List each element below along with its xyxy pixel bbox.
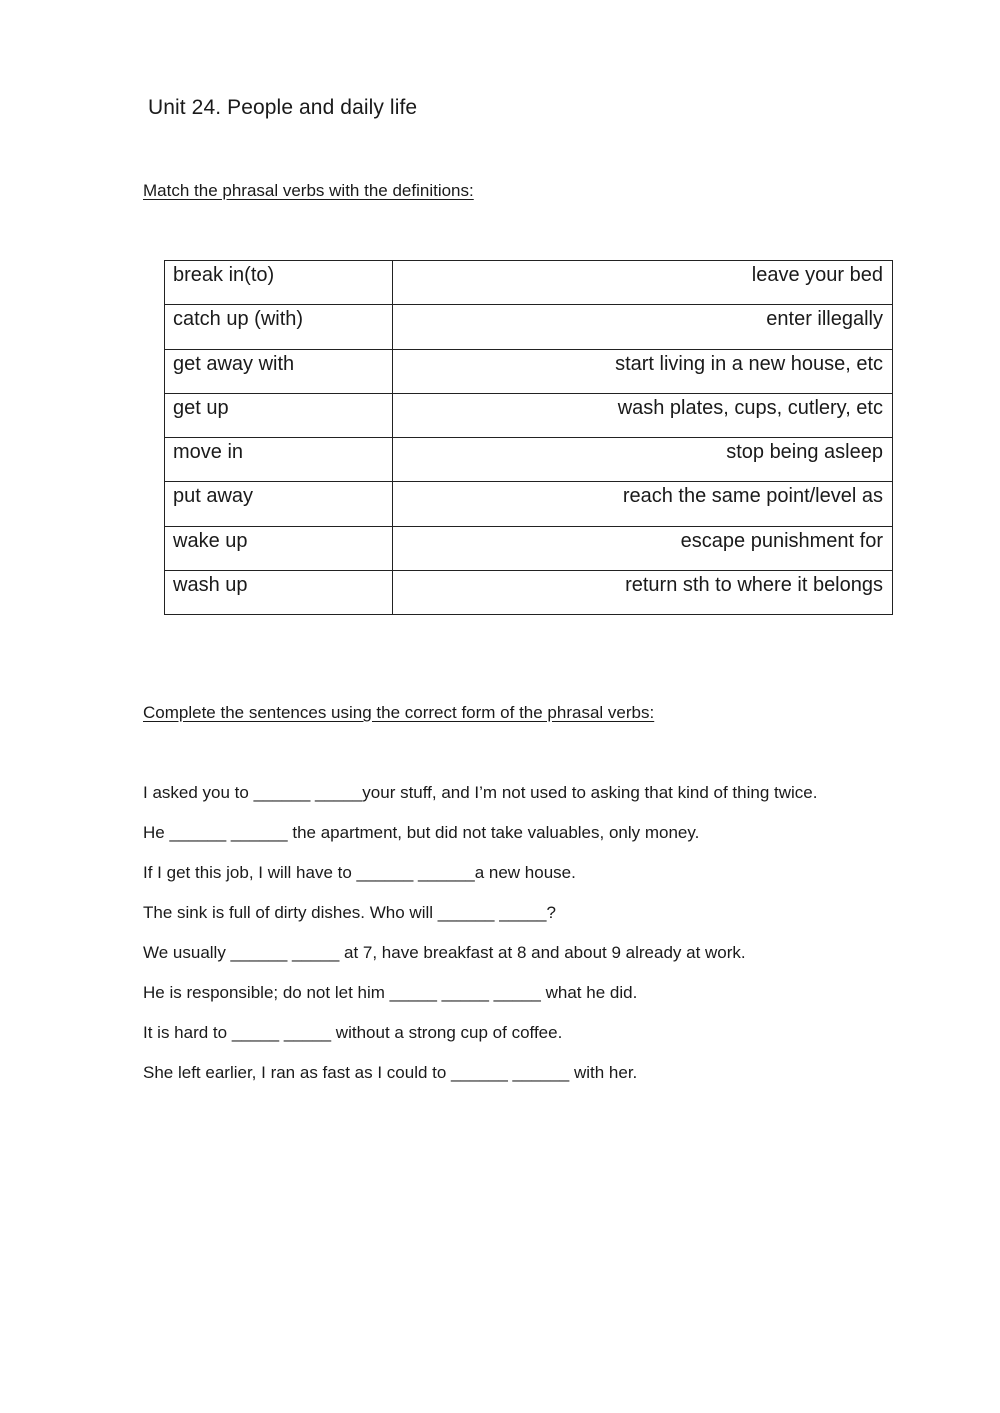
exercise-sentence: If I get this job, I will have to ______ ______a new house. [143, 863, 576, 882]
sentence-list [143, 782, 943, 1102]
exercise-sentence: It is hard to _____ _____ without a strong cup of coffee. [143, 1023, 563, 1042]
definition-cell: enter illegally [393, 305, 893, 349]
definition-cell: leave your bed [393, 261, 893, 305]
phrasal-verb-cell: wash up [165, 571, 393, 615]
phrasal-verb-cell: break in(to) [165, 261, 393, 305]
phrasal-verb-cell: get away with [165, 349, 393, 393]
table-row [165, 349, 893, 393]
table-row [165, 482, 893, 526]
table-row [165, 305, 893, 349]
table-row [165, 393, 893, 437]
definition-cell: stop being asleep [393, 438, 893, 482]
definition-cell: wash plates, cups, cutlery, etc [393, 393, 893, 437]
definition-cell: reach the same point/level as [393, 482, 893, 526]
complete-instruction: Complete the sentences using the correct form of the phrasal verbs: [143, 703, 655, 722]
table-row [165, 526, 893, 570]
exercise-sentence: He is responsible; do not let him _____ _____ _____ what he did. [143, 983, 638, 1002]
phrasal-verb-cell: get up [165, 393, 393, 437]
phrasal-verb-cell: wake up [165, 526, 393, 570]
exercise-sentence: The sink is full of dirty dishes. Who will ______ _____? [143, 903, 556, 922]
exercise-sentence: We usually ______ _____ at 7, have breakfast at 8 and about 9 already at work. [143, 943, 746, 962]
table-row [165, 261, 893, 305]
table-row [165, 438, 893, 482]
phrasal-verb-cell: put away [165, 482, 393, 526]
definition-cell: start living in a new house, etc [393, 349, 893, 393]
page-title: Unit 24. People and daily life [148, 96, 418, 119]
exercise-sentence: He ______ ______ the apartment, but did not take valuables, only money. [143, 823, 700, 842]
exercise-sentence: I asked you to ______ _____your stuff, and I’m not used to asking that kind of thing twice. [143, 783, 818, 802]
definition-cell: return sth to where it belongs [393, 571, 893, 615]
matching-table [164, 260, 893, 615]
table-row [165, 571, 893, 615]
exercise-sentence: She left earlier, I ran as fast as I could to ______ ______ with her. [143, 1063, 638, 1082]
definition-cell: escape punishment for [393, 526, 893, 570]
match-instruction: Match the phrasal verbs with the definitions: [143, 181, 474, 200]
phrasal-verb-cell: catch up (with) [165, 305, 393, 349]
phrasal-verb-cell: move in [165, 438, 393, 482]
